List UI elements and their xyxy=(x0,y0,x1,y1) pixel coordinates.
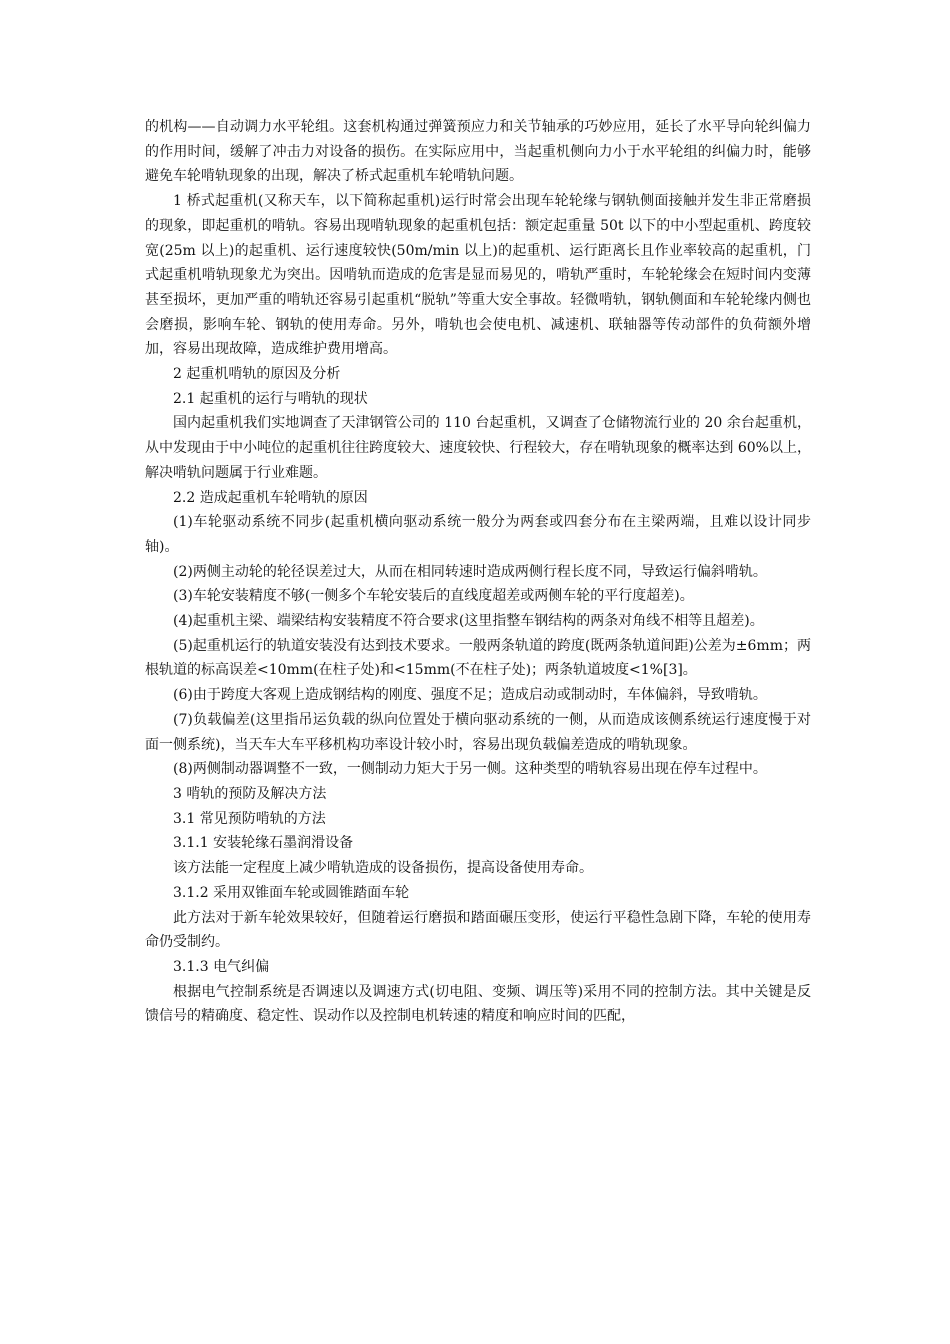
cause-item-6: (6)由于跨度大客观上造成钢结构的刚度、强度不足；造成启动或制动时，车体偏斜，导致啃轨。 xyxy=(173,687,767,704)
paragraph-electrical-correction: 根据电气控制系统是否调速以及调速方式(切电阻、变频、调压等)采用不同的控制方法。其中关键是反馈信号的精确度、稳定性、误动作以及控制电机转速的精度和响应时间的匹配， xyxy=(145,983,811,1025)
paragraph-conical-wheel: 此方法对于新车轮效果较好，但随着运行磨损和踏面碾压变形，使运行平稳性急剧下降，车轮的使用寿命仍受制约。 xyxy=(145,909,811,951)
paragraph-intro: 1 桥式起重机(又称天车，以下简称起重机)运行时常会出现车轮轮缘与钢轨侧面接触并发生非正常磨损的现象，即起重机的啃轨。容易出现啃轨现象的起重机包括：额定起重量 50t 以下的中小型起重机、跨度较宽(25m 以上)的起重机、运行速度较快(50m/min 以上)的起重机、运行距离长且作业率较高的起重机，门式起重机啃轨现象尤为突出。因啃轨而造成的危害是显而易见的，啃轨严重时，车轮轮缘会在短时间内变薄甚至损坏，更加严重的啃轨还容易引起重机“脱轨”等重大安全事故。轻微啃轨，钢轨侧面和车轮轮缘内侧也会磨损，影响车轮、钢轨的使用寿命。另外，啃轨也会使电机、减速机、联轴器等传动部件的负荷额外增加，容易出现故障，造成维护费用增高。 xyxy=(145,193,811,358)
cause-item-7: (7)负载偏差(这里指吊运负载的纵向位置处于横向驱动系统的一侧，从而造成该侧系统运行速度慢于对面一侧系统)，当天车大车平移机构功率设计较小时，容易出现负载偏差造成的啃轨现象。 xyxy=(145,711,811,753)
cause-item-5: (5)起重机运行的轨道安装没有达到技术要求。一般两条轨道的跨度(既两条轨道间距)公差为±6mm；两根轨道的标高误差<10mm(在柱子处)和<15mm(不在柱子处)；两条轨道坡度<1%[3]。 xyxy=(145,637,811,679)
cause-item-3: (3)车轮安装精度不够(一侧多个车轮安装后的直线度超差或两侧车轮的平行度超差)。 xyxy=(173,588,694,605)
section-heading-2: 2 起重机啃轨的原因及分析 xyxy=(173,366,341,383)
document-page xyxy=(145,115,811,1029)
paragraph-survey: 国内起重机我们实地调查了天津钢管公司的 110 台起重机，又调查了仓储物流行业的 20 余台起重机，从中发现由于中小吨位的起重机往往跨度较大、速度较快、行程较大，存在啃轨现象的概率达到 60%以上，解决啃轨问题属于行业难题。 xyxy=(145,415,811,481)
subsection-heading-3-1: 3.1 常见预防啃轨的方法 xyxy=(173,810,326,827)
subsection-heading-2-2: 2.2 造成起重机车轮啃轨的原因 xyxy=(173,489,368,506)
cause-item-1: (1)车轮驱动系统不同步(起重机横向驱动系统一般分为两套或四套分布在主梁两端，且难以设计同步轴)。 xyxy=(145,514,811,555)
section-heading-3: 3 啃轨的预防及解决方法 xyxy=(173,785,327,802)
subsection-heading-3-1-2: 3.1.2 采用双锥面车轮或圆锥踏面车轮 xyxy=(173,884,410,901)
paragraph-graphite-lubrication: 该方法能一定程度上减少啃轨造成的设备损伤，提高设备使用寿命。 xyxy=(173,860,593,877)
cause-item-8: (8)两侧制动器调整不一致，一侧制动力矩大于另一侧。这种类型的啃轨容易出现在停车过程中。 xyxy=(173,761,767,778)
cause-item-4: (4)起重机主梁、端梁结构安装精度不符合要求(这里指整车钢结构的两条对角线不相等且超差)。 xyxy=(173,613,764,630)
subsection-heading-3-1-1: 3.1.1 安装轮缘石墨润滑设备 xyxy=(173,835,354,852)
subsection-heading-2-1: 2.1 起重机的运行与啃轨的现状 xyxy=(173,390,368,407)
cause-item-2: (2)两侧主动轮的轮径误差过大，从而在相同转速时造成两侧行程长度不同，导致运行偏斜啃轨。 xyxy=(173,563,767,580)
subsection-heading-3-1-3: 3.1.3 电气纠偏 xyxy=(173,958,270,975)
paragraph-continuation: 的机构——自动调力水平轮组。这套机构通过弹簧预应力和关节轴承的巧妙应用，延长了水平导向轮纠偏力的作用时间，缓解了冲击力对设备的损伤。在实际应用中，当起重机侧向力小于水平轮组的纠偏力时，能够避免车轮啃轨现象的出现，解决了桥式起重机车轮啃轨问题。 xyxy=(145,119,811,185)
